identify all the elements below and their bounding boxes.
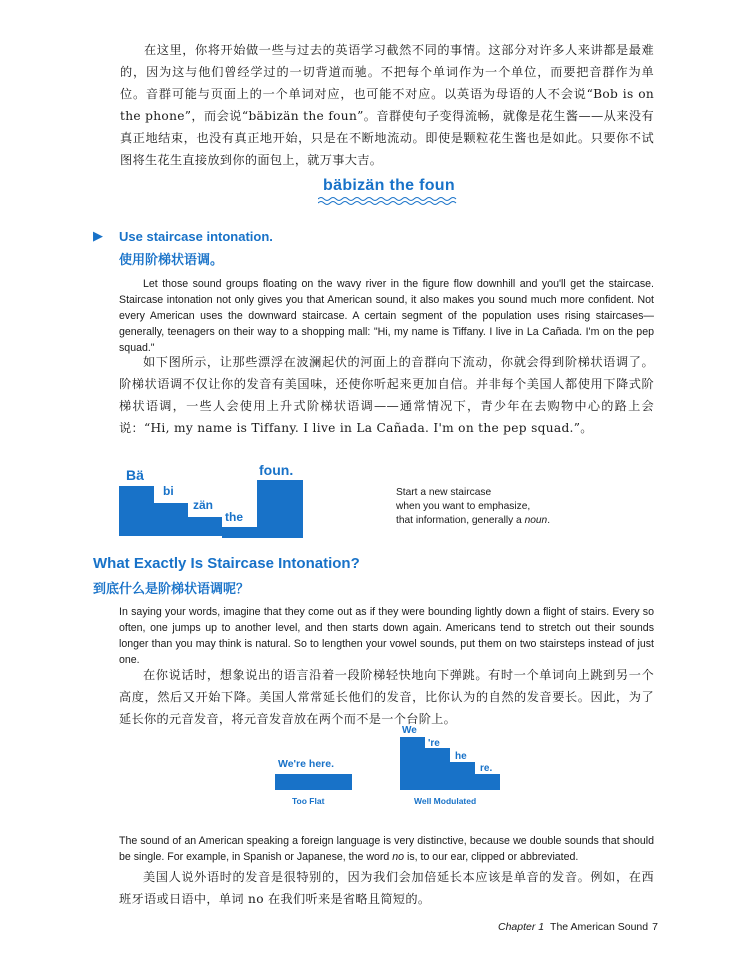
staircase-figure	[119, 462, 309, 542]
figure1-caption	[396, 486, 550, 528]
syllable-foun: foun.	[259, 462, 294, 478]
footer-chapter: Chapter 1	[498, 921, 545, 933]
syllable-the: the	[225, 510, 243, 524]
section1-paragraph-en: Let those sound groups floating on the wavy river in the figure flow downhill and you'll get the staircase. Staircase intonation not only gives you that American sound, it also makes you sound much more confident. Not every American uses the downward staircase. A certain segment of the population uses rising staircases—generally, teenagers on their way to a shopping mall: "Hi, my name is Tiffany. I live in La Cañada. I'm on the pep squad."	[119, 278, 654, 354]
flat-figure	[275, 752, 355, 812]
step-re: 're	[428, 738, 440, 749]
step-2	[154, 503, 188, 536]
flat-bar	[275, 774, 352, 790]
section2-heading-cn: 到底什么是阶梯状语调呢？	[93, 582, 250, 597]
step-1	[119, 486, 154, 536]
wavy-underline	[318, 196, 460, 208]
step-4	[222, 527, 257, 538]
flat-text: We're here.	[278, 758, 334, 770]
page-number: 7	[652, 921, 658, 933]
caption-line-2: when you want to emphasize,	[396, 501, 531, 512]
syllable-bi: bi	[163, 484, 174, 498]
caption-line-1: Start a new staircase	[396, 487, 492, 498]
closing-paragraph-en: The sound of an American speaking a foreign language is very distinctive, because we double sounds that should be single. For example, in Spanish or Japanese, the word no is, to our ear, clipped or abbreviated.	[119, 835, 654, 863]
step-we: We	[402, 725, 417, 736]
footer-title: The American Sound	[550, 921, 649, 933]
mod-caption: Well Modulated	[414, 796, 477, 806]
syllable-ba: Bä	[126, 467, 144, 483]
arrow-icon: ▶	[93, 229, 103, 244]
modulated-figure	[400, 724, 505, 814]
mod-step-1	[400, 737, 425, 790]
section1-paragraph-cn: 如下图所示，让那些漂浮在波澜起伏的河面上的音群向下流动，你就会得到阶梯状语调了。阶梯状语调不仅让你的发音有美国味，还使你听起来更加自信。并非每个美国人都使用下降式阶梯状语调，一些人会使用上升式阶梯状语调——通常情况下，青少年在去购物中心的路上会说：“Hi, my name is Tiffany. I live in La Cañada. I'm on the pep squad.”。	[119, 355, 654, 435]
section2-paragraph-cn: 在你说话时，想象说出的语言沿着一段阶梯轻快地向下弹跳。有时一个单词向上跳到另一个高度，然后又开始下降。美国人常常延长他们的发音，比你认为的自然的发音要长。因此，为了延长你的元音发音，将元音发音放在两个而不是一个台阶上。	[119, 668, 654, 726]
flat-caption: Too Flat	[292, 796, 325, 806]
step-5	[257, 480, 303, 538]
caption-line-3: that information, generally a noun.	[396, 515, 551, 526]
banner	[318, 177, 460, 207]
mod-step-4	[475, 774, 500, 790]
section2-heading-en: What Exactly Is Staircase Intonation?	[93, 555, 360, 572]
section2-paragraph-en: In saying your words, imagine that they come out as if they were bounding lightly down a flight of stairs. Every so often, one jumps up to another level, and then starts down again. Americans tend to stretch out their sounds longer than you may think is natural. So to lengthen your vowel sounds, put them on two stairsteps instead of just one.	[119, 606, 654, 666]
mod-step-3	[450, 762, 475, 790]
banner-title: bäbizän the foun	[323, 177, 455, 194]
step-he: he	[455, 751, 467, 762]
syllable-zan: zän	[193, 498, 214, 512]
step-3	[188, 517, 222, 536]
closing-paragraph-cn: 美国人说外语时的发音是很特别的，因为我们会加倍延长本应该是单音的发音。例如，在西班牙语或日语中，单词 no 在我们听来是省略且简短的。	[119, 870, 654, 906]
footer	[498, 921, 658, 933]
section1-heading-cn: 使用阶梯状语调。	[119, 253, 224, 268]
mod-step-2	[425, 748, 450, 790]
intro-paragraph: 在这里，你将开始做一些与过去的英语学习截然不同的事情。这部分对许多人来讲都是最难的，因为这与他们曾经学过的一切背道而驰。不把每个单词作为一个单位，而要把音群作为单位。音群可能与页面上的一个单词对应，也可能不对应。以英语为母语的人不会说“Bob is on the phone”，而会说“bäbizän the foun”。音群使句子变得流畅，就像是花生酱——从来没有真正地结束，也没有真正地开始，只是在不断地流动。即使是颗粒花生酱也是如此。只要你不试图将生花生直接放到你的面包上，就万事大吉。	[120, 43, 654, 167]
section1-heading-en: Use staircase intonation.	[119, 229, 273, 244]
step-re2: re.	[480, 763, 493, 774]
